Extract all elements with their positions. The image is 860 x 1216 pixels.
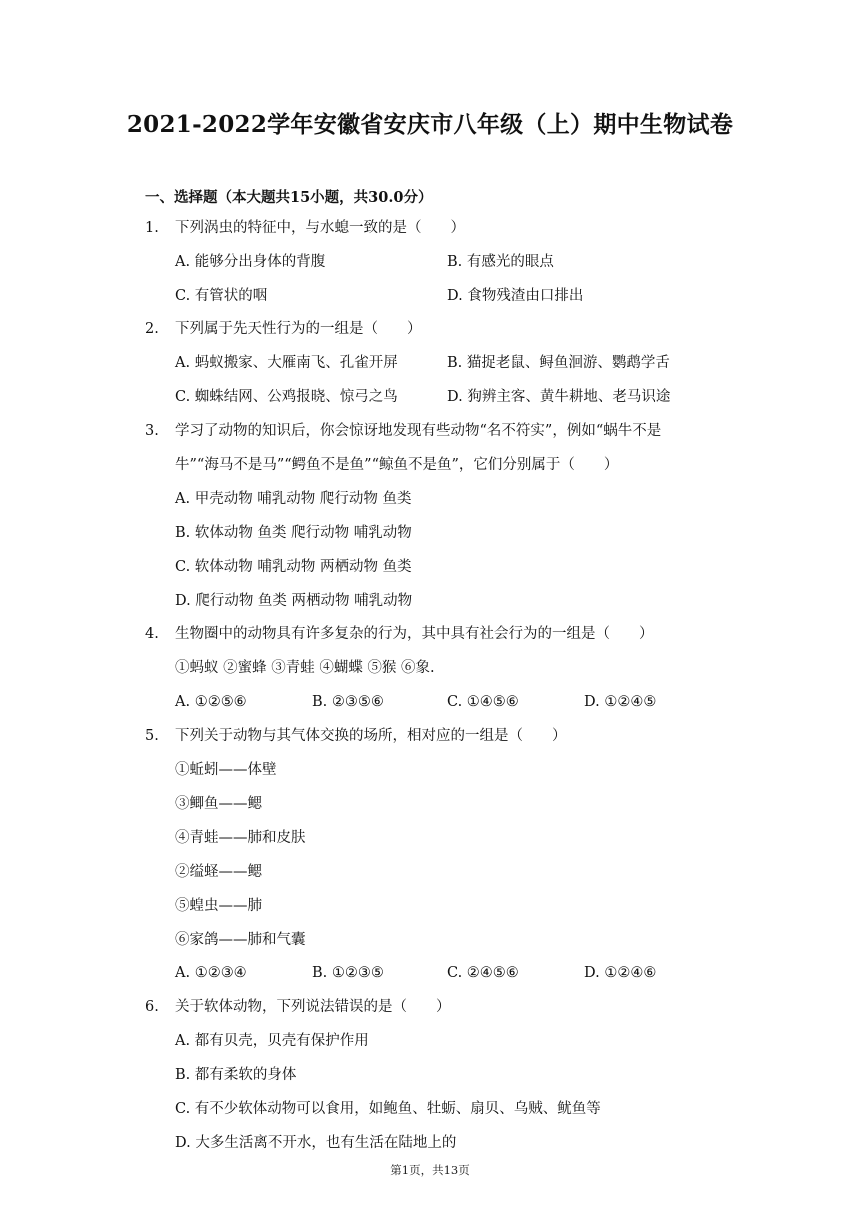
option-a: A. 甲壳动物 哺乳动物 爬行动物 鱼类: [175, 491, 412, 507]
question-item: ①蚯蚓——体壁: [175, 762, 277, 778]
question-item: ⑤蝗虫——肺: [175, 898, 262, 914]
question-stem-continued: 牛”“海马不是马”“鳄鱼不是鱼”“鲸鱼不是鱼”，它们分别属于（ ）: [175, 457, 619, 473]
option-d: D. ①②④⑥: [584, 965, 657, 981]
option-b: B. 软体动物 鱼类 爬行动物 哺乳动物: [175, 525, 412, 541]
option-b: B. 有感光的眼点: [447, 254, 554, 270]
option-a: A. 都有贝壳，贝壳有保护作用: [175, 1033, 369, 1049]
page-footer: 第1页，共13页: [390, 1163, 470, 1177]
question-items: ①蚂蚁 ②蜜蜂 ③青蛙 ④蝴蝶 ⑤猴 ⑥象.: [175, 660, 435, 676]
option-a: A. 蚂蚁搬家、大雁南飞、孔雀开屏: [175, 355, 398, 371]
question-item: ②缢蛏——鳃: [175, 864, 262, 880]
question-number: 1.: [145, 220, 159, 236]
question-stem: 下列涡虫的特征中，与水螅一致的是（ ）: [175, 220, 465, 236]
question-number: 6.: [145, 999, 159, 1015]
question-item: ④青蛙——肺和皮肤: [175, 830, 306, 846]
section-heading: 一、选择题（本大题共15小题，共30.0分）: [145, 189, 433, 206]
question-item: ⑥家鸽——肺和气囊: [175, 932, 306, 948]
option-a: A. ①②③④: [175, 965, 247, 981]
question-stem: 下列关于动物与其气体交换的场所，相对应的一组是（ ）: [175, 728, 567, 744]
option-c: C. 有不少软体动物可以食用，如鲍鱼、牡蛎、扇贝、乌贼、鱿鱼等: [175, 1101, 601, 1117]
option-d: D. 狗辨主客、黄牛耕地、老马识途: [447, 389, 671, 405]
option-d: D. 大多生活离不开水，也有生活在陆地上的: [175, 1135, 457, 1151]
option-d: D. 食物残渣由口排出: [447, 288, 584, 304]
question-stem: 关于软体动物，下列说法错误的是（ ）: [175, 999, 451, 1015]
option-c: C. 有管状的咽: [175, 288, 268, 304]
option-c: C. ②④⑤⑥: [447, 965, 519, 981]
option-c: C. 软体动物 哺乳动物 两栖动物 鱼类: [175, 559, 412, 575]
question-item: ③鲫鱼——鳃: [175, 796, 262, 812]
question-number: 3.: [145, 423, 159, 439]
question-number: 5.: [145, 728, 159, 744]
question-number: 2.: [145, 321, 159, 337]
option-d: D. ①②④⑤: [584, 694, 657, 710]
option-a: A. 能够分出身体的背腹: [175, 254, 326, 270]
question-number: 4.: [145, 626, 159, 642]
option-b: B. 都有柔软的身体: [175, 1067, 297, 1083]
option-c: C. 蜘蛛结网、公鸡报晓、惊弓之鸟: [175, 389, 398, 405]
question-stem: 下列属于先天性行为的一组是（ ）: [175, 321, 422, 337]
option-d: D. 爬行动物 鱼类 两栖动物 哺乳动物: [175, 593, 413, 609]
option-a: A. ①②⑤⑥: [175, 694, 247, 710]
question-stem: 学习了动物的知识后，你会惊讶地发现有些动物“名不符实”，例如“蜗牛不是: [175, 423, 662, 439]
option-b: B. ②③⑤⑥: [312, 694, 384, 710]
question-stem: 生物圈中的动物具有许多复杂的行为，其中具有社会行为的一组是（ ）: [175, 626, 654, 642]
page-title: 2021-2022学年安徽省安庆市八年级（上）期中生物试卷: [126, 111, 734, 138]
option-c: C. ①④⑤⑥: [447, 694, 519, 710]
option-b: B. 猫捉老鼠、鲟鱼洄游、鹦鹉学舌: [447, 355, 670, 371]
option-b: B. ①②③⑤: [312, 965, 384, 981]
